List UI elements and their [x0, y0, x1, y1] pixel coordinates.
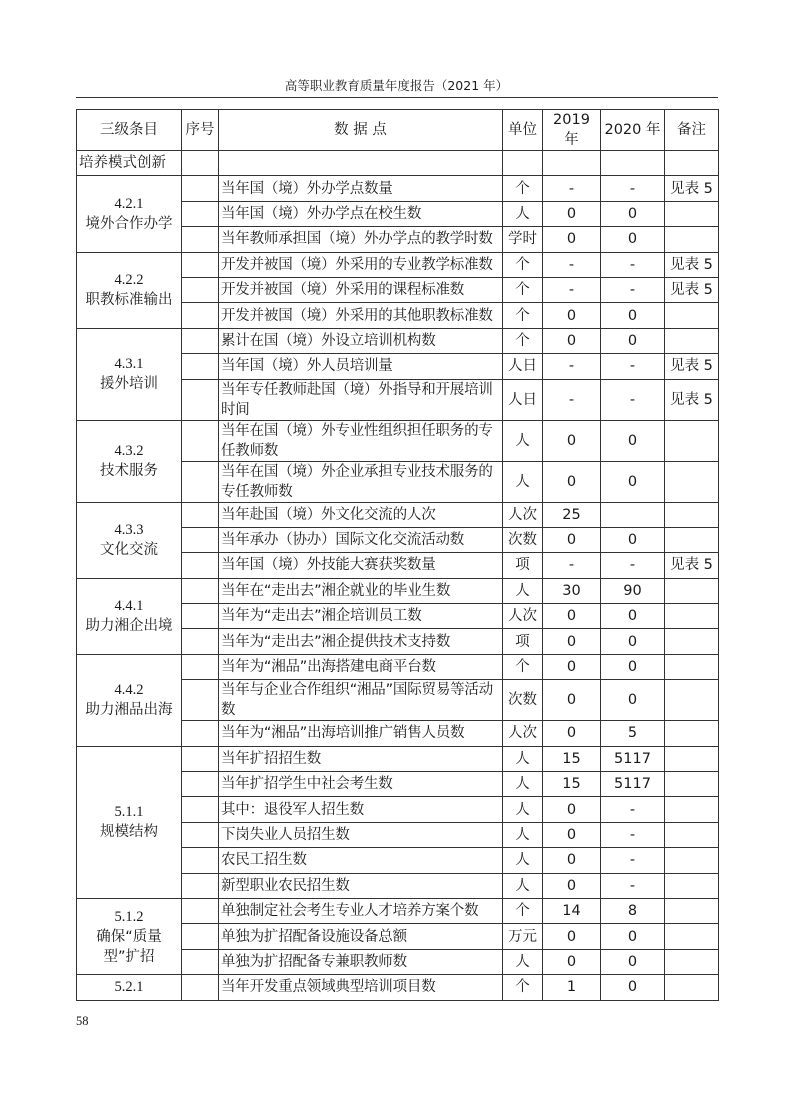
value-2020-cell: 0	[601, 527, 665, 552]
index-cell	[182, 949, 219, 974]
index-cell	[182, 924, 219, 949]
data-point-cell: 当年在国（境）外企业承担专业技术服务的专任教师数	[219, 461, 503, 502]
data-point-cell: 当年为“湘品”出海搭建电商平台数	[219, 654, 503, 679]
data-point-cell: 开发并被国（境）外采用的其他职教标准数	[219, 303, 503, 328]
value-2019-cell: 1	[543, 975, 601, 1000]
empty-cell	[182, 151, 219, 176]
col-header-index: 序号	[182, 110, 219, 151]
value-2019-cell: 0	[543, 721, 601, 746]
value-2020-cell: -	[601, 797, 665, 822]
unit-cell: 个	[503, 277, 543, 302]
index-cell	[182, 277, 219, 302]
data-point-cell: 当年教师承担国（境）外办学点的教学时数	[219, 227, 503, 252]
unit-cell: 次数	[503, 527, 543, 552]
value-2020-cell: 5	[601, 721, 665, 746]
value-2020-cell: -	[601, 848, 665, 873]
data-point-cell: 当年国（境）外办学点数量	[219, 176, 503, 201]
index-cell	[182, 461, 219, 502]
data-point-cell: 开发并被国（境）外采用的课程标准数	[219, 277, 503, 302]
data-point-cell: 当年与企业合作组织“湘品”国际贸易等活动数	[219, 680, 503, 721]
value-2020-cell	[601, 502, 665, 527]
unit-cell: 人次	[503, 721, 543, 746]
note-cell	[665, 822, 719, 847]
unit-cell: 人	[503, 797, 543, 822]
unit-cell: 个	[503, 252, 543, 277]
index-cell	[182, 772, 219, 797]
value-2019-cell: -	[543, 277, 601, 302]
data-point-cell: 当年赴国（境）外文化交流的人次	[219, 502, 503, 527]
value-2020-cell: 0	[601, 227, 665, 252]
data-point-cell: 当年在“走出去”湘企就业的毕业生数	[219, 578, 503, 603]
value-2020-cell: 0	[601, 975, 665, 1000]
value-2019-cell: 0	[543, 420, 601, 461]
group-cell	[77, 328, 182, 420]
data-point-cell: 单独为扩招配备专兼职教师数	[219, 949, 503, 974]
value-2019-cell: 25	[543, 502, 601, 527]
page-number: 58	[76, 1014, 89, 1028]
group-cell	[77, 578, 182, 654]
note-cell	[665, 721, 719, 746]
value-2019-cell: 0	[543, 303, 601, 328]
unit-cell: 人日	[503, 354, 543, 379]
index-cell	[182, 527, 219, 552]
index-cell	[182, 328, 219, 353]
index-cell	[182, 201, 219, 226]
value-2019-cell: 0	[543, 680, 601, 721]
group-name: 职教标准输出	[85, 292, 173, 309]
index-cell	[182, 578, 219, 603]
value-2020-cell: 0	[601, 680, 665, 721]
unit-cell: 学时	[503, 227, 543, 252]
data-point-cell: 单独制定社会考生专业人才培养方案个数	[219, 898, 503, 923]
value-2020-cell: 0	[601, 949, 665, 974]
note-cell	[665, 502, 719, 527]
value-2019-cell: 14	[543, 898, 601, 923]
value-2020-cell: -	[601, 379, 665, 420]
empty-cell	[601, 151, 665, 176]
value-2020-cell: -	[601, 553, 665, 578]
data-point-cell: 新型职业农民招生数	[219, 873, 503, 898]
value-2019-cell: 0	[543, 328, 601, 353]
unit-cell: 人	[503, 772, 543, 797]
unit-cell: 万元	[503, 924, 543, 949]
unit-cell: 人	[503, 949, 543, 974]
table-row	[77, 578, 719, 603]
note-cell: 见表 5	[665, 553, 719, 578]
data-point-cell: 当年扩招招生数	[219, 746, 503, 771]
index-cell	[182, 975, 219, 1000]
data-point-cell: 当年国（境）外人员培训量	[219, 354, 503, 379]
note-cell	[665, 975, 719, 1000]
value-2019-cell: -	[543, 176, 601, 201]
value-2019-cell: 0	[543, 201, 601, 226]
table-row	[77, 176, 719, 201]
value-2019-cell: -	[543, 553, 601, 578]
unit-cell: 人日	[503, 379, 543, 420]
group-name: 助力湘品出海	[85, 702, 173, 719]
empty-cell	[503, 151, 543, 176]
note-cell	[665, 201, 719, 226]
col-header-2019: 2019 年	[543, 110, 601, 151]
index-cell	[182, 553, 219, 578]
note-cell: 见表 5	[665, 379, 719, 420]
unit-cell: 人	[503, 822, 543, 847]
value-2019-cell: 15	[543, 772, 601, 797]
note-cell	[665, 303, 719, 328]
group-code: 4.3.3	[114, 522, 144, 539]
data-table	[76, 109, 719, 1001]
value-2020-cell: 5117	[601, 772, 665, 797]
unit-cell: 人次	[503, 604, 543, 629]
data-point-cell: 开发并被国（境）外采用的专业教学标准数	[219, 252, 503, 277]
value-2020-cell: 0	[601, 201, 665, 226]
index-cell	[182, 746, 219, 771]
index-cell	[182, 227, 219, 252]
note-cell	[665, 949, 719, 974]
index-cell	[182, 252, 219, 277]
unit-cell: 人	[503, 848, 543, 873]
group-code: 5.2.1	[114, 979, 144, 996]
value-2019-cell: 0	[543, 797, 601, 822]
unit-cell: 人	[503, 461, 543, 502]
data-point-cell: 当年为“走出去”湘企提供技术支持数	[219, 629, 503, 654]
data-point-cell: 当年开发重点领域典型培训项目数	[219, 975, 503, 1000]
data-point-cell: 农民工招生数	[219, 848, 503, 873]
value-2020-cell: 0	[601, 328, 665, 353]
table-row	[77, 328, 719, 353]
unit-cell: 人	[503, 420, 543, 461]
note-cell	[665, 898, 719, 923]
col-header-note: 备注	[665, 110, 719, 151]
value-2019-cell: -	[543, 252, 601, 277]
group-name: 规模结构	[100, 824, 158, 841]
data-point-cell: 累计在国（境）外设立培训机构数	[219, 328, 503, 353]
group-code: 5.1.2	[114, 908, 144, 925]
header-rule	[76, 97, 718, 98]
group-cell	[77, 252, 182, 328]
value-2019-cell: 0	[543, 461, 601, 502]
value-2019-cell: 0	[543, 227, 601, 252]
data-point-cell: 单独为扩招配备设施设备总额	[219, 924, 503, 949]
unit-cell: 人	[503, 201, 543, 226]
note-cell	[665, 604, 719, 629]
empty-cell	[219, 151, 503, 176]
index-cell	[182, 873, 219, 898]
unit-cell: 人	[503, 746, 543, 771]
group-code: 4.4.1	[114, 598, 144, 615]
data-point-cell: 当年国（境）外办学点在校生数	[219, 201, 503, 226]
note-cell	[665, 924, 719, 949]
note-cell	[665, 680, 719, 721]
value-2019-cell: 0	[543, 527, 601, 552]
group-cell	[77, 898, 182, 974]
table-row	[77, 654, 719, 679]
value-2019-cell: 0	[543, 848, 601, 873]
note-cell	[665, 527, 719, 552]
group-cell	[77, 420, 182, 502]
data-point-cell: 当年为“走出去”湘企培训员工数	[219, 604, 503, 629]
group-cell	[77, 502, 182, 578]
group-name: 援外培训	[100, 376, 158, 393]
group-code: 4.2.1	[114, 195, 144, 212]
group-cell	[77, 746, 182, 898]
unit-cell: 个	[503, 328, 543, 353]
unit-cell: 人	[503, 578, 543, 603]
unit-cell: 项	[503, 629, 543, 654]
data-point-cell: 当年在国（境）外专业性组织担任职务的专任教师数	[219, 420, 503, 461]
value-2020-cell: 0	[601, 303, 665, 328]
value-2019-cell: -	[543, 354, 601, 379]
value-2020-cell: 5117	[601, 746, 665, 771]
note-cell	[665, 420, 719, 461]
note-cell	[665, 772, 719, 797]
data-point-cell: 其中：退役军人招生数	[219, 797, 503, 822]
empty-cell	[543, 151, 601, 176]
table-row	[77, 502, 719, 527]
table-row	[77, 420, 719, 461]
index-cell	[182, 176, 219, 201]
data-point-cell: 当年为“湘品”出海培训推广销售人员数	[219, 721, 503, 746]
index-cell	[182, 354, 219, 379]
group-cell	[77, 176, 182, 252]
group-code: 4.2.2	[114, 272, 144, 289]
value-2020-cell: -	[601, 354, 665, 379]
empty-cell	[665, 151, 719, 176]
note-cell	[665, 848, 719, 873]
note-cell	[665, 328, 719, 353]
table-row	[77, 898, 719, 923]
value-2019-cell: 0	[543, 822, 601, 847]
data-point-cell: 当年承办（协办）国际文化交流活动数	[219, 527, 503, 552]
index-cell	[182, 379, 219, 420]
value-2020-cell: -	[601, 873, 665, 898]
value-2019-cell: 0	[543, 949, 601, 974]
value-2020-cell: -	[601, 252, 665, 277]
value-2019-cell: 30	[543, 578, 601, 603]
note-cell	[665, 629, 719, 654]
group-name: 助力湘企出境	[85, 618, 173, 635]
value-2020-cell: -	[601, 277, 665, 302]
unit-cell: 人	[503, 873, 543, 898]
col-header-unit: 单位	[503, 110, 543, 151]
group-cell	[77, 654, 182, 746]
note-cell: 见表 5	[665, 252, 719, 277]
note-cell	[665, 797, 719, 822]
unit-cell: 个	[503, 975, 543, 1000]
index-cell	[182, 898, 219, 923]
value-2019-cell: 0	[543, 604, 601, 629]
section-title: 培养模式创新	[77, 151, 182, 176]
value-2019-cell: 15	[543, 746, 601, 771]
value-2020-cell: 0	[601, 420, 665, 461]
index-cell	[182, 680, 219, 721]
note-cell	[665, 746, 719, 771]
note-cell: 见表 5	[665, 176, 719, 201]
table-row	[77, 252, 719, 277]
data-point-cell: 当年扩招学生中社会考生数	[219, 772, 503, 797]
note-cell: 见表 5	[665, 354, 719, 379]
value-2019-cell: 0	[543, 924, 601, 949]
group-code: 4.4.2	[114, 682, 144, 699]
index-cell	[182, 654, 219, 679]
col-header-2020: 2020 年	[601, 110, 665, 151]
value-2020-cell: 90	[601, 578, 665, 603]
col-header-item: 三级条目	[77, 110, 182, 151]
group-code: 4.3.2	[114, 443, 144, 460]
col-header-data-point: 数 据 点	[219, 110, 503, 151]
value-2020-cell: 0	[601, 924, 665, 949]
unit-cell: 项	[503, 553, 543, 578]
unit-cell: 次数	[503, 680, 543, 721]
value-2020-cell: -	[601, 176, 665, 201]
group-name: 技术服务	[100, 463, 158, 480]
index-cell	[182, 604, 219, 629]
index-cell	[182, 848, 219, 873]
value-2019-cell: -	[543, 379, 601, 420]
unit-cell: 个	[503, 176, 543, 201]
value-2020-cell: 0	[601, 654, 665, 679]
note-cell	[665, 654, 719, 679]
unit-cell: 个	[503, 654, 543, 679]
group-name: 确保“质量型”扩招	[96, 928, 162, 965]
group-code: 4.3.1	[114, 356, 144, 373]
index-cell	[182, 420, 219, 461]
index-cell	[182, 629, 219, 654]
index-cell	[182, 822, 219, 847]
value-2019-cell: 0	[543, 654, 601, 679]
index-cell	[182, 797, 219, 822]
page-header: 高等职业教育质量年度报告（2021 年）	[284, 78, 509, 93]
unit-cell: 个	[503, 303, 543, 328]
unit-cell: 人次	[503, 502, 543, 527]
value-2020-cell: 0	[601, 461, 665, 502]
group-name: 境外合作办学	[85, 215, 173, 232]
note-cell	[665, 461, 719, 502]
index-cell	[182, 721, 219, 746]
value-2019-cell: 0	[543, 629, 601, 654]
value-2020-cell: -	[601, 822, 665, 847]
group-code: 5.1.1	[114, 804, 144, 821]
group-name: 文化交流	[100, 542, 158, 559]
value-2020-cell: 0	[601, 629, 665, 654]
data-point-cell: 当年专任教师赴国（境）外指导和开展培训时间	[219, 379, 503, 420]
note-cell	[665, 578, 719, 603]
group-cell	[77, 975, 182, 1000]
value-2020-cell: 0	[601, 604, 665, 629]
table-row	[77, 975, 719, 1000]
value-2020-cell: 8	[601, 898, 665, 923]
note-cell	[665, 873, 719, 898]
table-header-row	[77, 110, 719, 151]
index-cell	[182, 303, 219, 328]
note-cell	[665, 227, 719, 252]
data-point-cell: 下岗失业人员招生数	[219, 822, 503, 847]
note-cell: 见表 5	[665, 277, 719, 302]
table-row	[77, 746, 719, 771]
index-cell	[182, 502, 219, 527]
data-point-cell: 当年国（境）外技能大赛获奖数量	[219, 553, 503, 578]
unit-cell: 个	[503, 898, 543, 923]
value-2019-cell: 0	[543, 873, 601, 898]
section-row	[77, 151, 719, 176]
